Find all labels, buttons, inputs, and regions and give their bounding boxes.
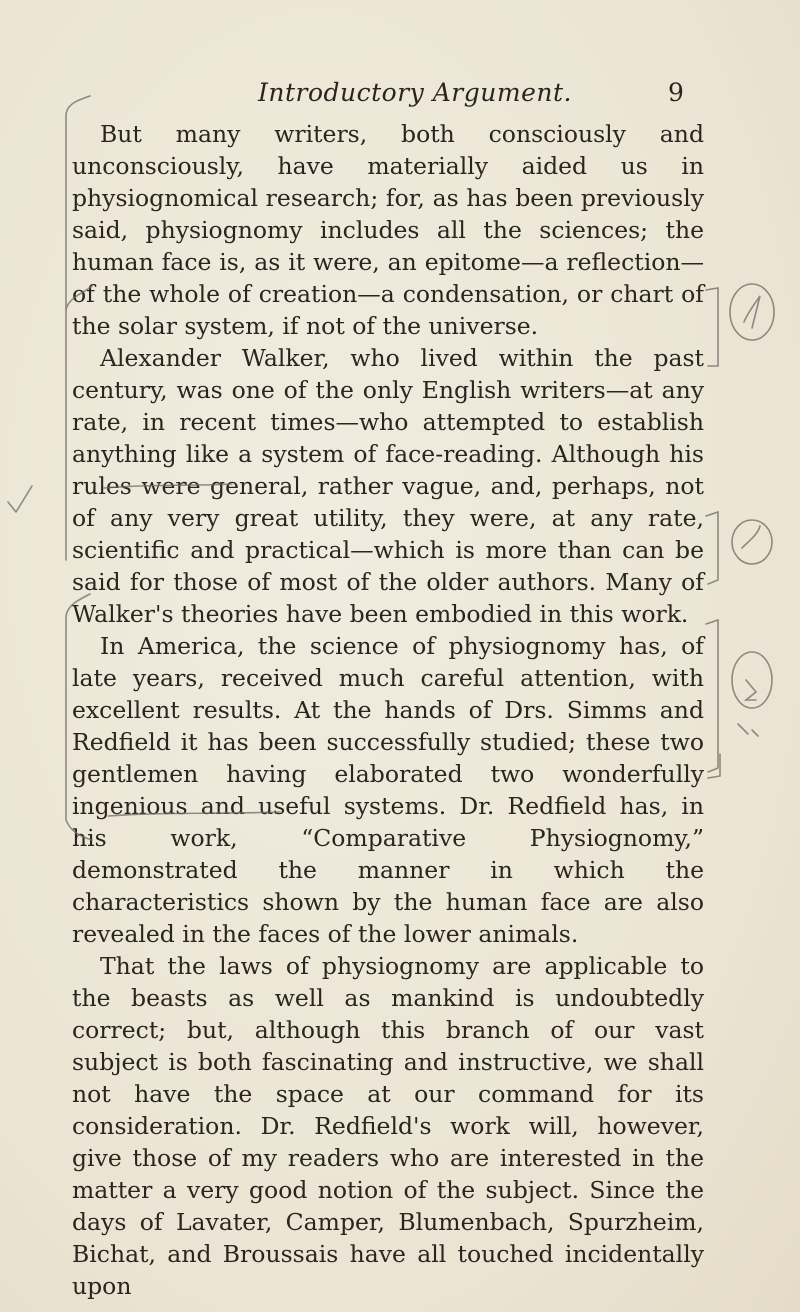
bracket-mark bbox=[706, 512, 718, 584]
paragraph-3: In America, the science of physiognomy has, of late years, received much careful attention, with excellent results. At the hands of Drs. Simms and Redfield it has been successfully studied; these two gentlemen having elaborated two wonderfully ingenious and useful systems. Dr. Redfield has, in his work, “Comparative Physiognomy,” demonstrated the manner in which the characteristics shown by the human face are also revealed in the faces of the lower animals. bbox=[72, 632, 704, 948]
check-mark bbox=[8, 486, 32, 512]
glyph-mark bbox=[744, 296, 760, 328]
page-number: 9 bbox=[668, 78, 684, 107]
paragraph-4: That the laws of physiognomy are applicable to the beasts as well as mankind is undoubtedly correct; but, although this branch of our vast subject is both fascinating and instructive, we shall not have the space at our command for its consideration. Dr. Redfield's work will, however, give those of my readers who are interested in the matter a very good notion of the subject. Since the days of Lavater, Camper, Blumenbach, Spurzheim, Bichat, and Broussais have all touched incidentally upon bbox=[72, 952, 704, 1300]
bracket-mark bbox=[708, 754, 720, 778]
circled-mark bbox=[732, 652, 772, 708]
body-text bbox=[72, 118, 704, 1302]
bracket-mark bbox=[706, 620, 718, 772]
glyph-mark bbox=[742, 526, 760, 548]
bracket-mark bbox=[706, 288, 718, 366]
glyph-mark bbox=[746, 680, 756, 700]
running-title: Introductory Argument. bbox=[258, 78, 572, 107]
page-header bbox=[0, 78, 800, 114]
circled-mark bbox=[730, 284, 774, 340]
circled-mark bbox=[732, 520, 772, 564]
glyph-mark bbox=[738, 724, 758, 736]
paragraph-2: Alexander Walker, who lived within the past century, was one of the only English writers—at any rate, in recent times—who attempted to establish anything like a system of face-reading. Although his rules were general, rather vague, and, perhaps, not of any very great utility, they were, at any rate, scientific and practical—which is more than can be said for those of most of the older authors. Many of Walker's theories have been embodied in this work. bbox=[72, 344, 704, 628]
paragraph-1: But many writers, both consciously and unconsciously, have materially aided us in physiognomical research; for, as has been previously said, physiognomy includes all the sciences; the human face is, as it were, an epitome—a reflection—of the whole of creation—a condensation, or chart of the solar system, if not of the universe. bbox=[72, 120, 704, 340]
